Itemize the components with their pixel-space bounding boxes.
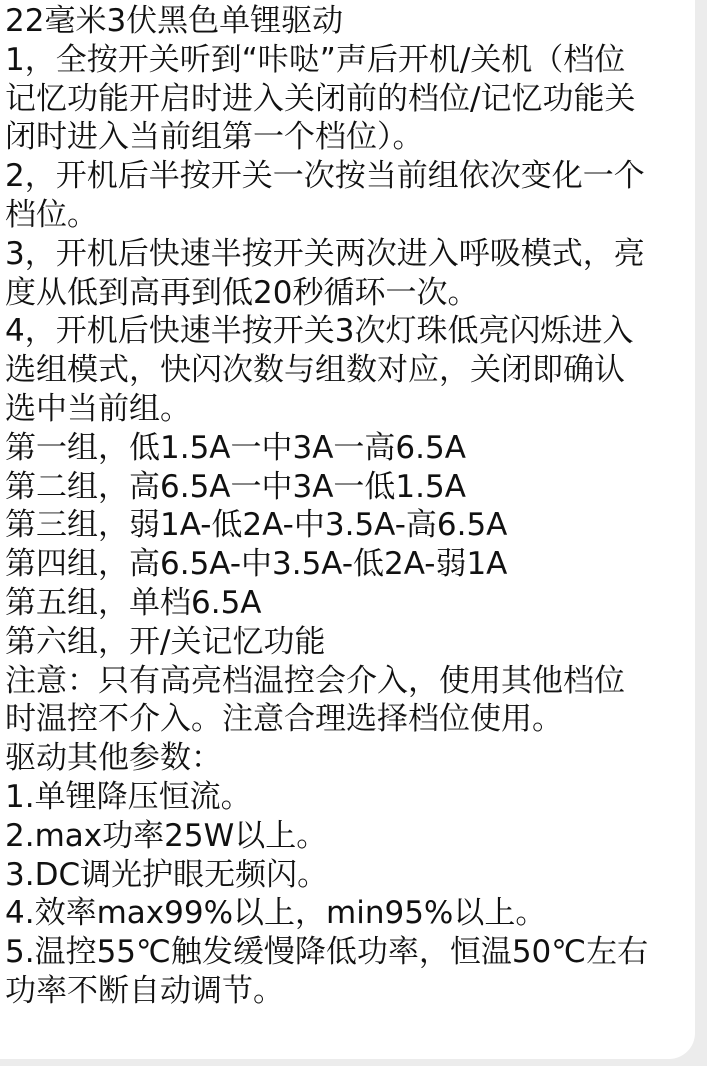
message-line: 选组模式，快闪次数与组数对应，关闭即确认: [5, 352, 625, 389]
message-line: 注意：只有高亮档温控会介入，使用其他档位: [5, 662, 625, 699]
message-line: 1.单锂降压恒流。: [5, 778, 252, 815]
message-line: 1，全按开关听到“咔哒”声后开机/关机（档位: [5, 41, 626, 78]
message-line: 22毫米3伏黑色单锂驱动: [5, 3, 344, 39]
message-line: 3.DC调光护眼无频闪。: [5, 856, 329, 893]
message-line: 档位。: [5, 196, 98, 233]
message-line: 选中当前组。: [5, 390, 191, 427]
message-line: 3，开机后快速半按开关两次进入呼吸模式，亮: [5, 235, 645, 272]
message-line: 4，开机后快速半按开关3次灯珠低亮闪烁进入: [5, 313, 634, 350]
message-line: 5.温控55℃触发缓慢降低功率，恒温50℃左右: [5, 934, 649, 971]
message-line: 闭时进入当前组第一个档位）。: [5, 119, 424, 156]
message-line: 第六组，开/关记忆功能: [5, 623, 326, 660]
message-line: 第五组，单档6.5A: [5, 584, 262, 621]
message-line: 驱动其他参数：: [5, 740, 222, 777]
message-line: 时温控不介入。注意合理选择档位使用。: [5, 701, 563, 738]
message-line: 记忆功能开启时进入关闭前的档位/记忆功能关: [5, 80, 636, 117]
message-line: 第四组，高6.5A-中3.5A-低2A-弱1A: [5, 546, 508, 583]
message-line: 度从低到高再到低20秒循环一次。: [5, 274, 479, 311]
message-line: 2.max功率25W以上。: [5, 817, 328, 854]
message-line: 4.效率max99%以上，min95%以上。: [5, 895, 547, 932]
message-line: 功率不断自动调节。: [5, 972, 284, 1009]
message-line: 第一组，低1.5A一中3A一高6.5A: [5, 429, 466, 466]
message-line: 第三组，弱1A-低2A-中3.5A-高6.5A: [5, 507, 508, 544]
message-line: 第二组，高6.5A一中3A一低1.5A: [5, 468, 466, 505]
message-line: 2，开机后半按开关一次按当前组依次变化一个: [5, 158, 645, 195]
